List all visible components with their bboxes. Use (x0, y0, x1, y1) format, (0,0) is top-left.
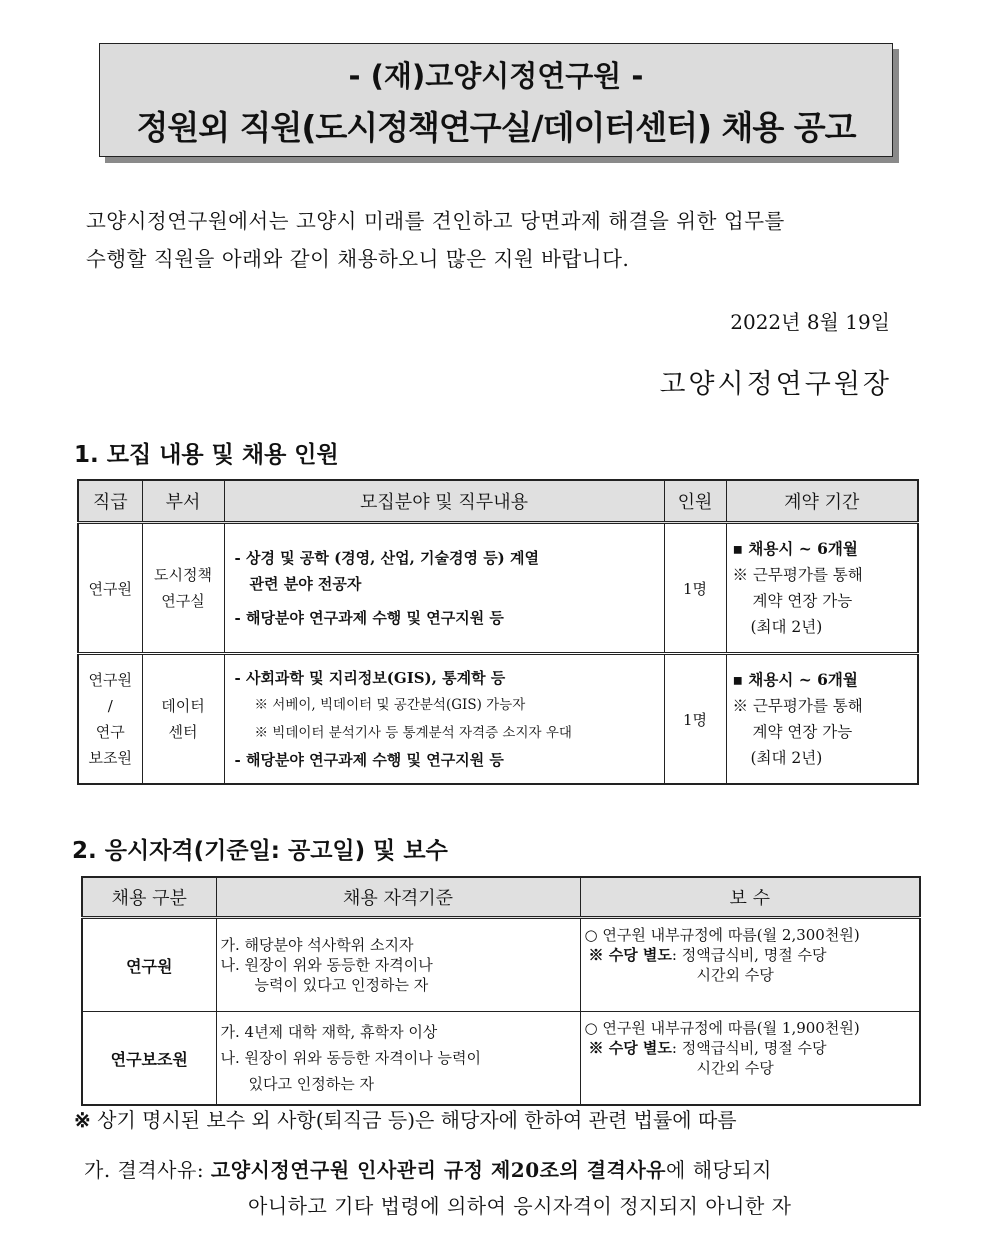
dept-cell (142, 523, 224, 654)
rank-line: 연구원 (88, 671, 132, 689)
pay-cell (580, 1012, 920, 1106)
title-organization: - (재)고양시정연구원 - (348, 59, 644, 93)
allowance-label: ※ 수당 별도 (588, 1039, 672, 1057)
criteria-cell (216, 918, 580, 1012)
pay-line: ○ 연구원 내부규정에 따름(월 1,900천원) (584, 1019, 860, 1037)
pay-notice (74, 1104, 737, 1133)
pay-line: ○ 연구원 내부규정에 따름(월 2,300천원) (584, 926, 860, 944)
table-row (78, 654, 918, 785)
dept-line: 연구실 (161, 592, 205, 610)
criteria-line: 있다고 인정하는 자 (248, 1075, 374, 1093)
contract-cell (726, 654, 918, 785)
dept-cell (142, 654, 224, 785)
contract-period: ▪ 채용시 ~ 6개월 (732, 539, 858, 558)
section-2-heading: 2. 응시자격(기준일: 공고일) 및 보수 (72, 838, 448, 864)
count-cell: 1명 (664, 654, 726, 785)
table-row (82, 918, 920, 1012)
dept-line: 데이터 (161, 697, 205, 715)
duty-line: - 상경 및 공학 (경영, 산업, 기술경영 등) 계열 (234, 549, 539, 567)
disqualification-suffix: 에 해당되지 (666, 1158, 772, 1182)
dept-line: 센터 (168, 723, 198, 741)
duty-line: - 사회과학 및 지리정보(GIS), 통계학 등 (234, 669, 506, 687)
table-row (78, 523, 918, 654)
duty-cell (224, 654, 664, 785)
duty-line: 관련 분야 전공자 (249, 575, 362, 593)
notice-text: 상기 명시된 보수 외 사항(퇴직금 등)은 해당자에 한하여 관련 법률에 따름 (90, 1108, 737, 1132)
duty-line: - 해당분야 연구과제 수행 및 연구지원 등 (234, 609, 504, 627)
qualification-table (81, 876, 921, 1106)
disqualification-line-2: 아니하고 기타 법령에 의하여 응시자격이 정지되지 아니한 자 (248, 1194, 792, 1218)
disqualification-line-1 (84, 1154, 772, 1183)
rank-line: 연구 (95, 723, 125, 741)
category-cell: 연구보조원 (82, 1012, 216, 1106)
page-title: 정원외 직원(도시정책연구실/데이터센터) 채용 공고 (136, 108, 856, 147)
header-duty: 모집분야 및 직무내용 (224, 480, 664, 523)
table-header-row (78, 480, 918, 523)
category-cell: 연구원 (82, 918, 216, 1012)
header-category: 채용 구분 (82, 877, 216, 918)
duty-line: - 해당분야 연구과제 수행 및 연구지원 등 (234, 751, 504, 769)
table-header-row (82, 877, 920, 918)
header-dept: 부서 (142, 480, 224, 523)
notice-mark: ※ (74, 1108, 91, 1132)
intro-paragraph (86, 202, 926, 278)
allowance-text: : 정액급식비, 명절 수당 (671, 946, 827, 964)
duty-note: ※ 서베이, 빅데이터 및 공간분석(GIS) 가능자 (254, 697, 526, 713)
criteria-line: 가. 해당분야 석사학위 소지자 (220, 936, 414, 954)
intro-line-1: 고양시정연구원에서는 고양시 미래를 견인하고 당면과제 해결을 위한 업무를 (86, 209, 785, 233)
header-rank: 직급 (78, 480, 142, 523)
section-1-heading: 1. 모집 내용 및 채용 인원 (74, 442, 339, 468)
contract-cell (726, 523, 918, 654)
criteria-cell (216, 1012, 580, 1106)
criteria-line: 나. 원장이 위와 동등한 자격이나 (220, 956, 433, 974)
header-count: 인원 (664, 480, 726, 523)
contract-period: ▪ 채용시 ~ 6개월 (732, 670, 858, 689)
contract-note: 계약 연장 가능 (752, 723, 853, 741)
table-row (82, 1012, 920, 1106)
pay-line: 시간외 수당 (696, 1059, 774, 1077)
contract-note: 계약 연장 가능 (752, 592, 853, 610)
dept-line: 도시정책 (154, 566, 212, 584)
allowance-label: ※ 수당 별도 (588, 946, 672, 964)
criteria-line: 나. 원장이 위와 동등한 자격이나 능력이 (220, 1049, 481, 1067)
duty-note: ※ 빅데이터 분석기사 등 통계분석 자격증 소지자 우대 (254, 725, 572, 741)
contract-note: (최대 2년) (750, 749, 823, 767)
header-criteria: 채용 자격기준 (216, 877, 580, 918)
title-box (99, 43, 893, 157)
director-signature: 고양시정연구원장 (659, 369, 892, 400)
contract-note: ※ 근무평가를 통해 (732, 566, 863, 584)
count-cell: 1명 (664, 523, 726, 654)
contract-note: ※ 근무평가를 통해 (732, 697, 863, 715)
intro-line-2: 수행할 직원을 아래와 같이 채용하오니 많은 지원 바랍니다. (86, 247, 630, 271)
pay-line: 시간외 수당 (696, 966, 774, 984)
pay-cell (580, 918, 920, 1012)
recruitment-table (77, 479, 919, 785)
allowance-text: : 정액급식비, 명절 수당 (671, 1039, 827, 1057)
disqualification-rule: 고양시정연구원 인사관리 규정 제20조의 결격사유 (210, 1158, 667, 1182)
announcement-date: 2022년 8월 19일 (730, 310, 890, 334)
header-contract: 계약 기간 (726, 480, 918, 523)
rank-cell: 연구원 (78, 523, 142, 654)
rank-line: / (107, 697, 113, 715)
header-pay: 보 수 (580, 877, 920, 918)
criteria-line: 능력이 있다고 인정하는 자 (254, 976, 429, 994)
rank-cell (78, 654, 142, 785)
duty-cell (224, 523, 664, 654)
criteria-line: 가. 4년제 대학 재학, 휴학자 이상 (220, 1023, 438, 1041)
disqualification-prefix: 가. 결격사유: (84, 1158, 211, 1182)
rank-line: 보조원 (88, 749, 132, 767)
contract-note: (최대 2년) (750, 618, 823, 636)
